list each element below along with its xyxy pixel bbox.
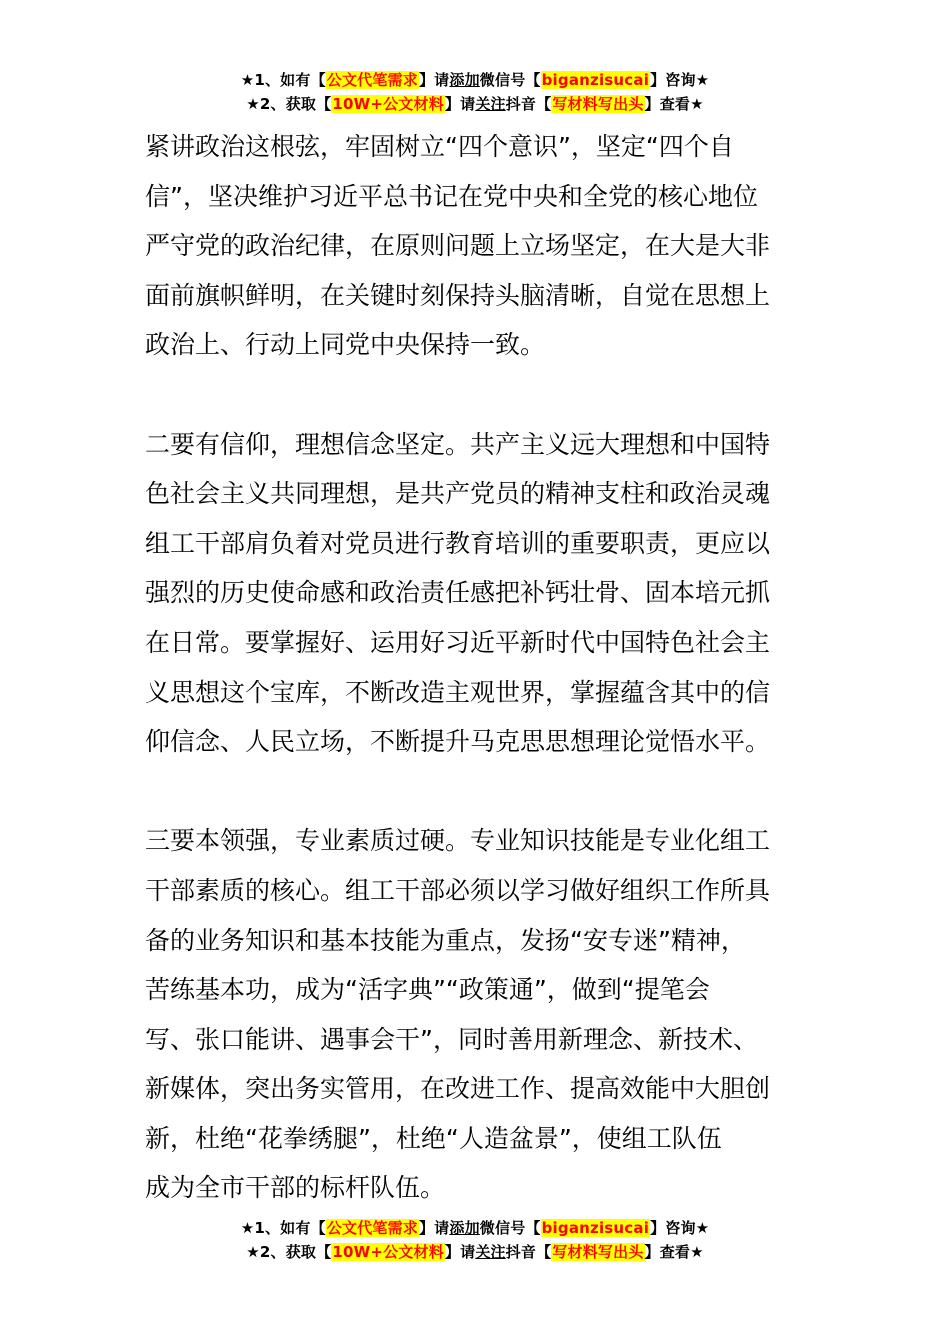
bottom-banner: [0, 1216, 950, 1264]
banner-text: 】请: [418, 1219, 450, 1237]
text-line: 仰信念、人民立场，不断提升马克思思想理论觉悟水平。: [145, 727, 771, 757]
banner-highlight: biganzisucai: [541, 1219, 650, 1237]
document-body: [145, 122, 815, 1213]
text-line: 苦练基本功，成为“活字典”“政策通”，做到“提笔会: [145, 975, 710, 1005]
banner-text: 微信号【: [479, 1219, 541, 1237]
text-line: 新，杜绝“花拳绣腿”，杜绝“人造盆景”，使组工队伍: [145, 1123, 722, 1153]
banner-highlight: 写材料写出头: [552, 1243, 644, 1261]
banner-highlight: 写材料写出头: [552, 95, 644, 113]
banner-text: ★1、如有【: [240, 71, 326, 89]
text-line: 写、张口能讲、遇事会干”，同时善用新理念、新技术、: [145, 1024, 758, 1054]
banner-text: 】查看★: [644, 95, 704, 113]
banner-line-2: [0, 92, 950, 116]
text-line: 干部素质的核心。组工干部必须以学习做好组织工作所具: [145, 875, 771, 905]
banner-line-1: [0, 68, 950, 92]
text-line: 信”，坚决维护习近平总书记在党中央和全党的核心地位: [145, 181, 758, 211]
text-line: 政治上、行动上同党中央保持一致。: [145, 330, 546, 360]
text-line: 紧讲政治这根弦，牢固树立“四个意识”，坚定“四个自: [145, 132, 734, 161]
text-line: 二要有信仰，理想信念坚定。共产主义远大理想和中国特: [145, 429, 771, 459]
banner-underline: 添加: [449, 1219, 480, 1237]
text-line: 面前旗帜鲜明，在关键时刻保持头脑清晰，自觉在思想上: [145, 280, 771, 310]
banner-highlight: 公文代笔需求: [326, 71, 418, 89]
paragraph-spacer: [145, 370, 815, 420]
text-line: 备的业务知识和基本技能为重点，发扬“安专迷”精神，: [145, 925, 746, 955]
banner-text: 】咨询★: [650, 71, 710, 89]
banner-highlight: 10W+公文材料: [332, 95, 444, 113]
text-line: 强烈的历史使命感和政治责任感把补钙壮骨、固本培元抓: [145, 578, 771, 608]
banner-text: ★2、获取【: [246, 95, 332, 113]
text-line: 新媒体，突出务实管用，在改进工作、提高效能中大胆创: [145, 1074, 771, 1104]
text-line: 组工干部肩负着对党员进行教育培训的重要职责，更应以: [145, 528, 771, 558]
banner-text: 微信号【: [479, 71, 541, 89]
banner-line-1: [0, 1216, 950, 1240]
paragraph-1: [145, 122, 815, 370]
text-line: 在日常。要掌握好、运用好习近平新时代中国特色社会主: [145, 627, 771, 657]
banner-underline: 添加: [449, 71, 480, 89]
text-line: 色社会主义共同理想，是共产党员的精神支柱和政治灵魂: [145, 479, 771, 509]
banner-highlight: 公文代笔需求: [326, 1219, 418, 1237]
top-banner: [0, 68, 950, 116]
banner-highlight: 10W+公文材料: [332, 1243, 444, 1261]
banner-text: 】请: [418, 71, 450, 89]
banner-text: 抖音【: [505, 1243, 552, 1261]
text-line: 严守党的政治纪律，在原则问题上立场坚定，在大是大非: [145, 231, 771, 261]
text-line: 三要本领强，专业素质过硬。专业知识技能是专业化组工: [145, 826, 771, 856]
banner-text: 】请: [444, 1243, 476, 1261]
banner-underline: 关注: [475, 1243, 506, 1261]
banner-text: 抖音【: [505, 95, 552, 113]
text-line: 成为全市干部的标杆队伍。: [145, 1173, 446, 1203]
banner-line-2: [0, 1240, 950, 1264]
banner-text: 】查看★: [644, 1243, 704, 1261]
banner-highlight: biganzisucai: [541, 71, 650, 89]
banner-text: ★1、如有【: [240, 1219, 326, 1237]
text-line: 义思想这个宝库，不断改造主观世界，掌握蕴含其中的信: [145, 677, 771, 707]
banner-text: ★2、获取【: [246, 1243, 332, 1261]
paragraph-spacer: [145, 767, 815, 817]
banner-text: 】咨询★: [650, 1219, 710, 1237]
paragraph-3: [145, 816, 815, 1213]
banner-text: 】请: [444, 95, 476, 113]
paragraph-2: [145, 420, 815, 767]
banner-underline: 关注: [475, 95, 506, 113]
